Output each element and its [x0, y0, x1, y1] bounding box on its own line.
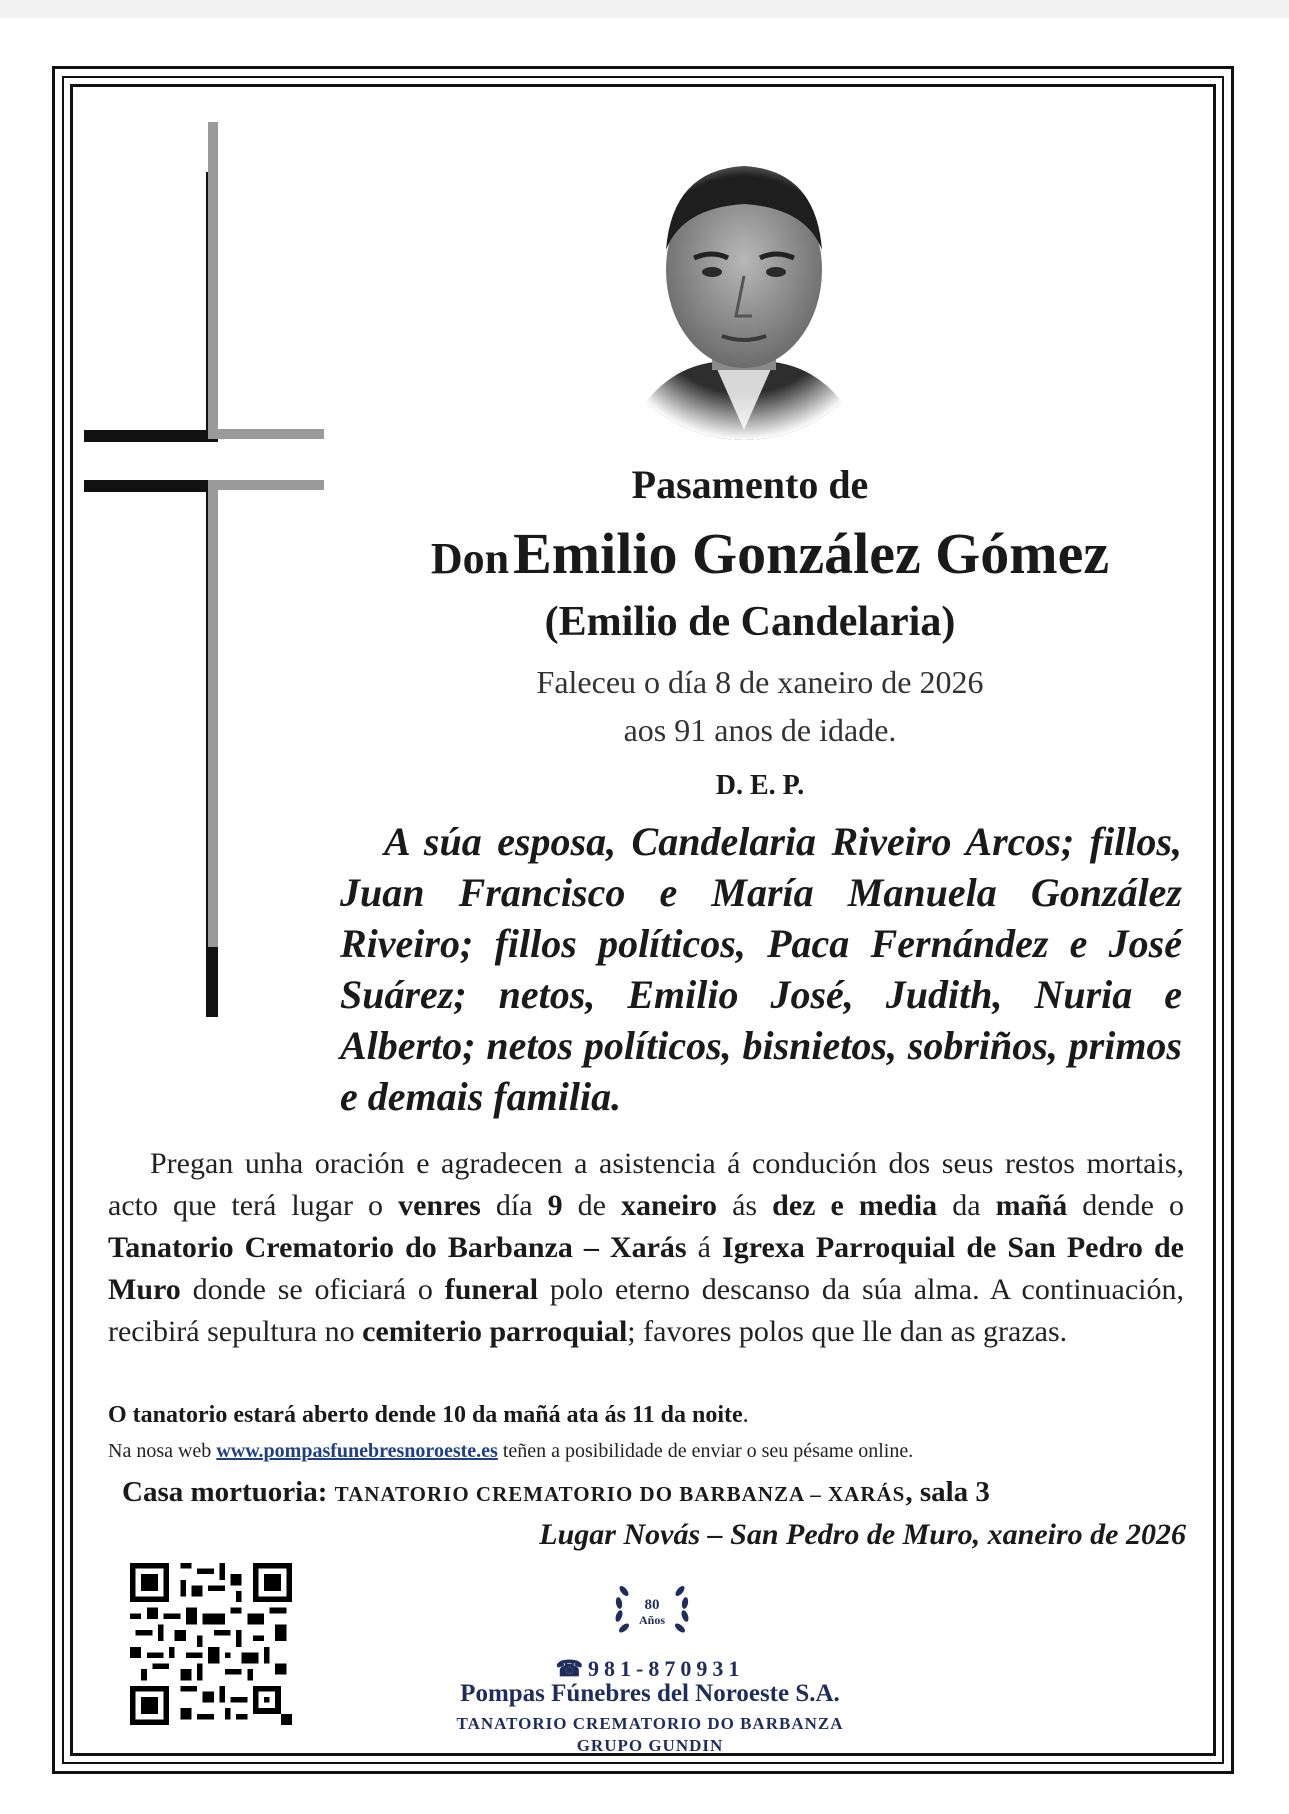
ceremony-paragraph: Pregan unha oración e agradecen a asistencia á condución dos seus restos mortais, acto que terá lugar o venres día 9 de xaneiro ás dez e media da mañá dende o Tanatorio Crematorio do Barbanza – Xarás á Igrexa Parroquial de San Pedro de Muro donde se oficiará o funeral polo eterno descanso da súa alma. A continuación, recibirá sepultura no cemiterio parroquial; favores polos que lle dan as grazas. [108, 1147, 1184, 1348]
logo-word: Años [638, 1613, 666, 1627]
age: aos 91 anos de idade. [623, 712, 897, 748]
heading: Pasamento de [631, 462, 869, 507]
phone-number[interactable]: ☎981-870931 [555, 1656, 745, 1681]
honorific: Don [430, 534, 510, 583]
obituary-sheet [0, 18, 1289, 1814]
anniversary-laurel-logo [608, 1568, 696, 1652]
website-link[interactable]: www.pompasfunebresnoroeste.es [216, 1440, 498, 1462]
logo-number: 80 [644, 1597, 660, 1613]
qr-code[interactable] [130, 1563, 292, 1725]
portrait-photo [594, 130, 894, 440]
web-note: Na nosa web www.pompasfunebresnoroeste.es teñen a posibilidade de enviar o seu pésame online. [108, 1440, 914, 1462]
place-date: Lugar Novás – San Pedro de Muro, xaneiro de 2026 [539, 1518, 1186, 1551]
deceased-name [330, 520, 1210, 587]
cross-gray-final [200, 122, 324, 952]
company-name: Pompas Fúnebres del Noroeste S.A. [460, 1680, 840, 1707]
footer-group: GRUPO GUNDIN [576, 1736, 724, 1755]
family-list: A súa esposa, Candelaria Riveiro Arcos; fillos, Juan Francisco e María Manuela González Riveiro; fillos políticos, Paca Fernández e José Suárez; netos, Emilio José, Judith, Nuria e Alberto; netos políticos, bisnietos, sobriños, primos e demais familia. [340, 819, 1182, 1119]
alias: (Emilio de Candelaria) [544, 599, 956, 645]
full-name: Emilio González Gómez [513, 521, 1110, 586]
dep: D. E. P. [715, 770, 805, 801]
footer-tanatorio: TANATORIO CREMATORIO DO BARBANZA [456, 1714, 844, 1733]
opening-hours: O tanatorio estará aberto dende 10 da mañá ata ás 11 da noite. [108, 1402, 749, 1428]
funeral-home-line: Casa mortuoria: TANATORIO CREMATORIO DO BARBANZA – XARÁS, sala 3 [122, 1476, 990, 1508]
phone-icon: ☎ [555, 1656, 589, 1681]
death-date: Faleceu o día 8 de xaneiro de 2026 [536, 664, 984, 700]
